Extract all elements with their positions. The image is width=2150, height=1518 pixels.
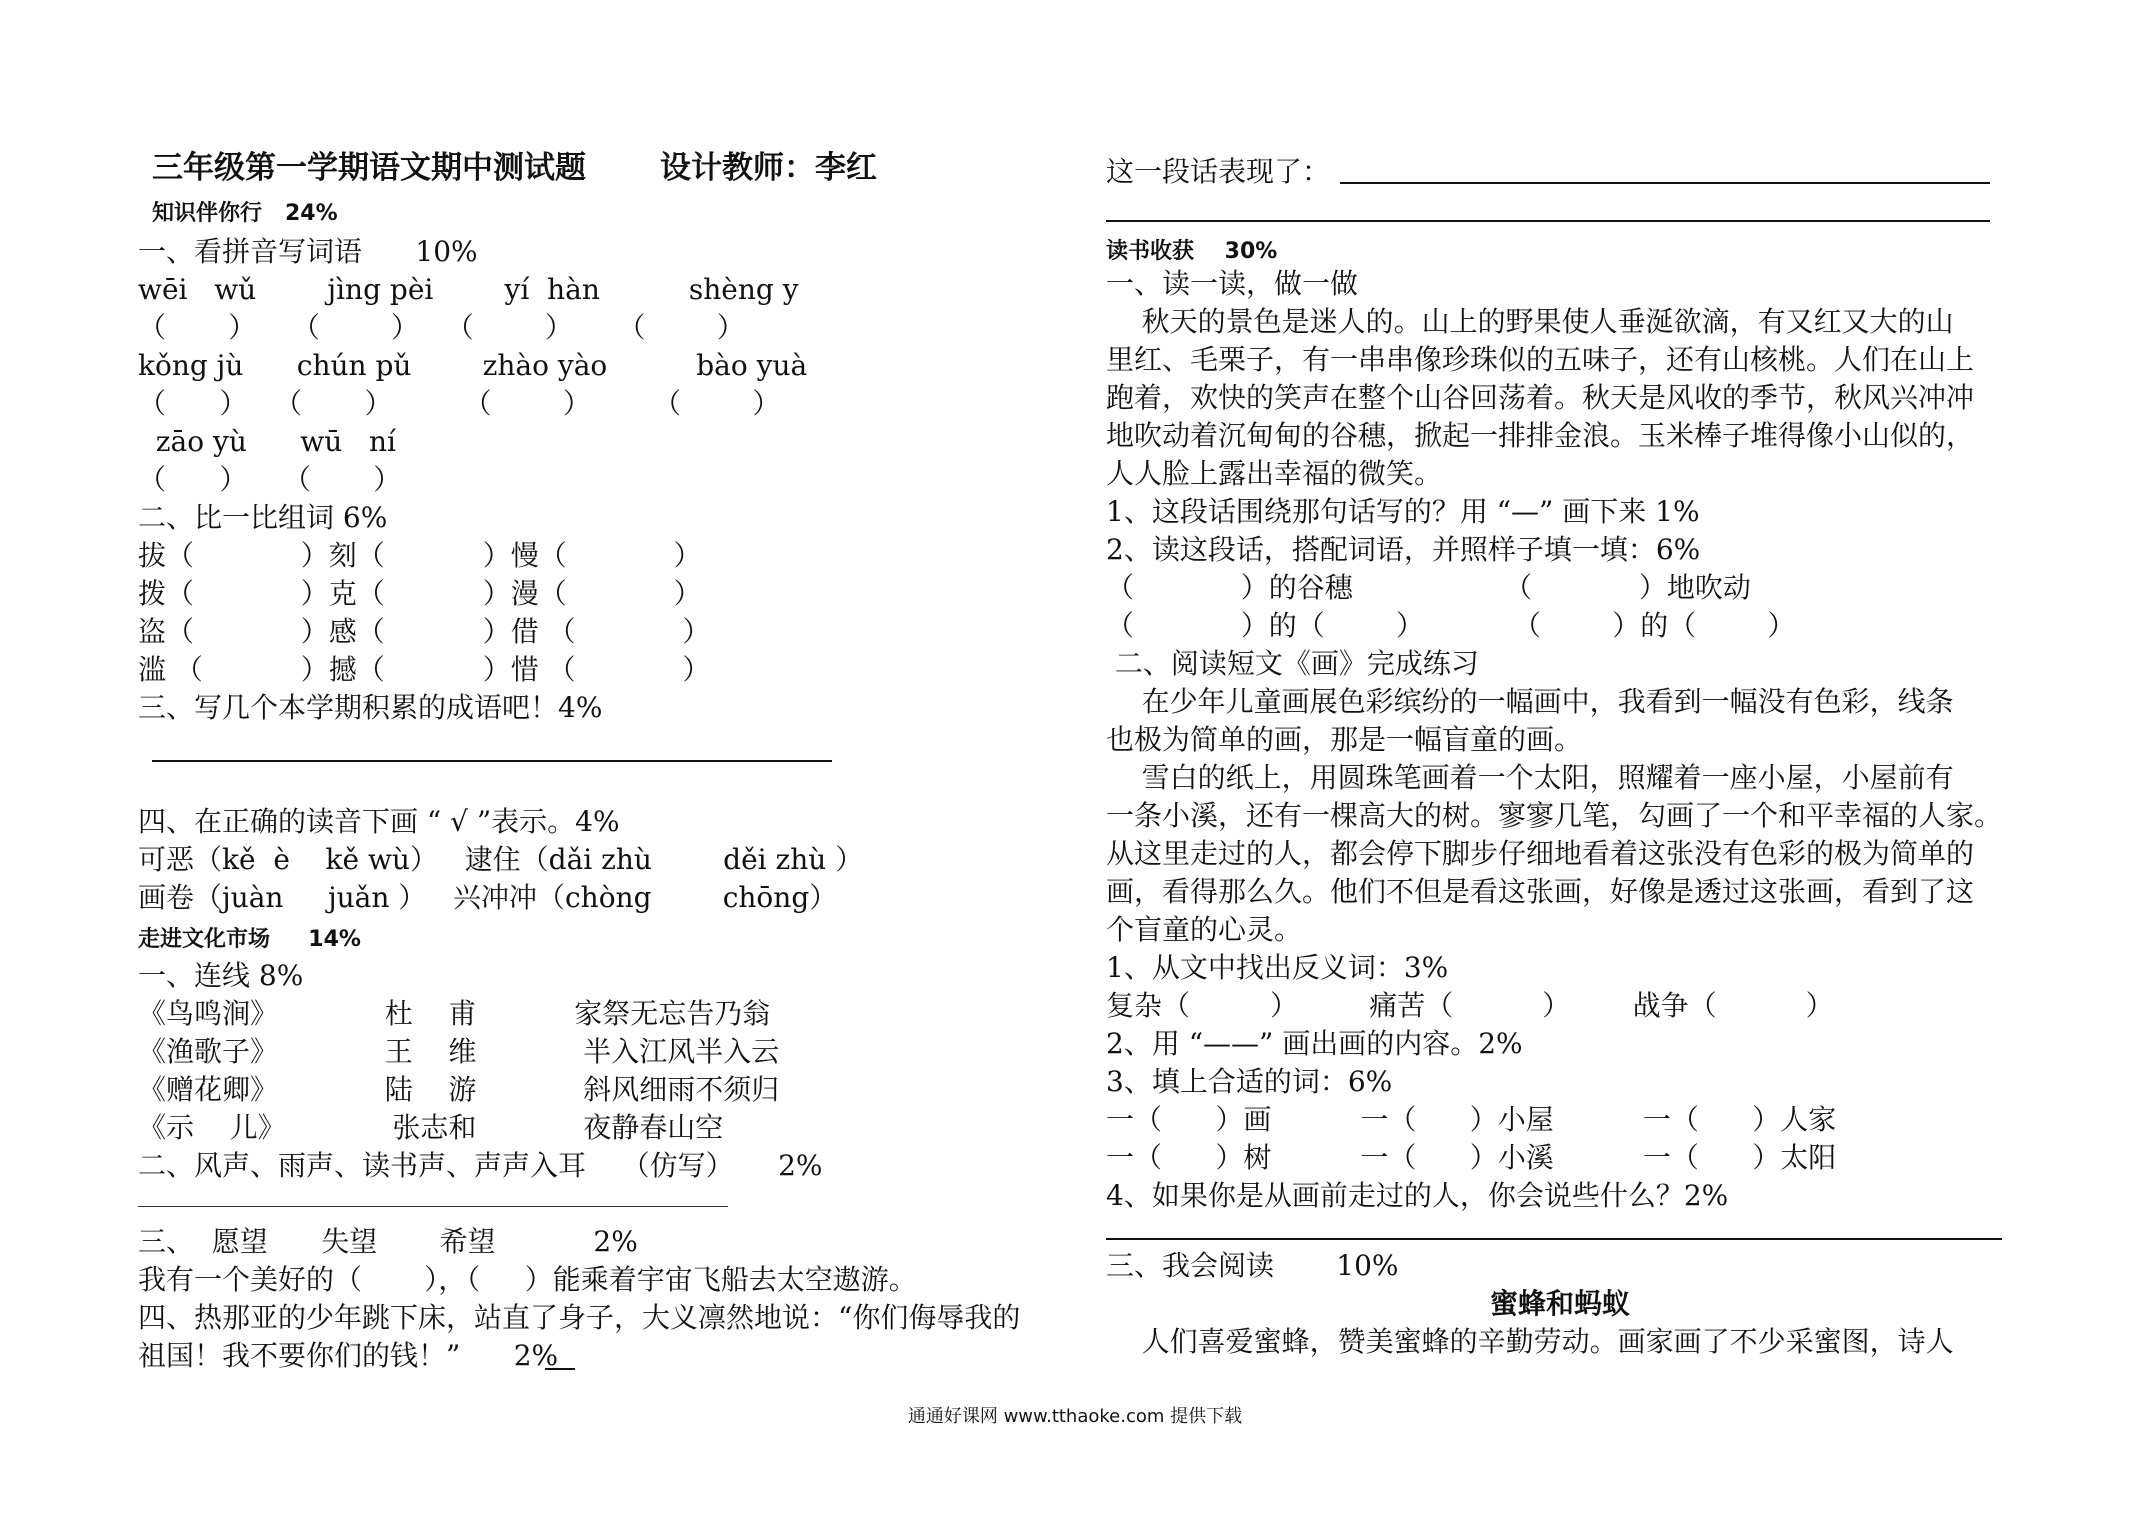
question-text: 4、如果你是从画前走过的人，你会说些什么？2% (1106, 1179, 1729, 1212)
question-text: 这一段话表现了： (1106, 155, 1331, 188)
question-heading: 二、比一比组词 6% (138, 501, 388, 534)
section-heading: 知识伴你行 24% (152, 201, 338, 226)
story-title: 蜜蜂和蚂蚁 (1490, 1287, 1631, 1320)
answer-line (545, 1368, 575, 1370)
section-heading: 读书收获 30% (1106, 239, 1278, 264)
reading-row: 可恶（kě è kě wù） 逮住（dǎi zhù děi zhù ） (138, 843, 864, 876)
match-row: 《鸟鸣涧》 杜 甫 家祭无忘告乃翁 (138, 997, 771, 1030)
answer-line (1106, 220, 1990, 222)
passage-line: 画，看得那么久。他们不但是看这张画，好像是透过这张画，看到了这 (1106, 875, 1975, 908)
section-heading: 走进文化市场 14% (138, 927, 361, 952)
question-text: 祖国！我不要你们的钱！” 2% (138, 1339, 559, 1372)
match-row: 《示 儿》 张志和 夜静春山空 (138, 1111, 724, 1144)
answer-brackets: 一（ ）树 一（ ）小溪 一（ ）太阳 (1106, 1141, 1837, 1174)
question-heading: 二、风声、雨声、读书声、声声入耳 （仿写） 2% (138, 1149, 823, 1182)
answer-line (1106, 1238, 2002, 1240)
passage-line: 雪白的纸上，用圆珠笔画着一个太阳，照耀着一座小屋，小屋前有 (1106, 761, 1954, 794)
pinyin-row: wēi wǔ jìng pèi yí hàn shèng y (138, 273, 799, 306)
match-row: 《赠花卿》 陆 游 斜风细雨不须归 (138, 1073, 780, 1106)
answer-line (138, 1206, 728, 1207)
question-text: 2、用 “——” 画出画的内容。2% (1106, 1027, 1523, 1060)
answer-line (152, 760, 832, 762)
question-heading: 一、读一读，做一做 (1106, 267, 1359, 300)
word-pair-row: 拨（ ）克（ ）漫（ ） (138, 577, 702, 610)
question-heading: 二、阅读短文《画》完成练习 (1106, 647, 1479, 680)
question-heading: 三、 愿望 失望 希望 2% (138, 1225, 638, 1258)
answer-line (1340, 182, 1990, 184)
passage-line: 一条小溪，还有一棵高大的树。寥寥几笔，勾画了一个和平幸福的人家。 (1106, 799, 2003, 832)
question-text: 2、读这段话，搭配词语，并照样子填一填：6% (1106, 533, 1701, 566)
word-pair-row: 滥 （ ）撼（ ）惜 （ ） (138, 653, 711, 686)
question-heading: 三、写几个本学期积累的成语吧！4% (138, 691, 603, 724)
answer-brackets: 复杂（ ） 痛苦（ ） 战争（ ） (1106, 989, 1834, 1022)
passage-line: 秋天的景色是迷人的。山上的野果使人垂涎欲滴，有又红又大的山 (1106, 305, 1954, 338)
pinyin-row: kǒng jù chún pǔ zhào yào bào yuà (138, 349, 808, 382)
question-heading: 一、连线 8% (138, 959, 304, 992)
passage-line: 个盲童的心灵。 (1106, 913, 1303, 946)
answer-brackets: （ ）的（ ） （ ）的（ ） (1106, 609, 1796, 642)
reading-row: 画卷（juàn juǎn ） 兴冲冲（chòng chōng） (138, 881, 838, 914)
passage-line: 里红、毛栗子，有一串串像珍珠似的五味子，还有山核桃。人们在山上 (1106, 343, 1975, 376)
question-text: 3、填上合适的词：6% (1106, 1065, 1393, 1098)
match-row: 《渔歌子》 王 维 半入江风半入云 (138, 1035, 780, 1068)
question-heading: 一、看拼音写词语 10% (138, 235, 478, 268)
question-text: 四、热那亚的少年跳下床，站直了身子，大义凛然地说：“你们侮辱我的 (138, 1301, 1021, 1334)
passage-line: 地吹动着沉甸甸的谷穗，掀起一排排金浪。玉米棒子堆得像小山似的， (1106, 419, 1975, 452)
passage-line: 人人脸上露出幸福的微笑。 (1106, 457, 1443, 490)
answer-brackets: （ ） （ ） （ ） （ ） (138, 311, 745, 344)
passage-line: 在少年儿童画展色彩缤纷的一幅画中，我看到一幅没有色彩，线条 (1106, 685, 1954, 718)
passage-line: 从这里走过的人，都会停下脚步仔细地看着这张没有色彩的极为简单的 (1106, 837, 1975, 870)
answer-brackets: （ ） （ ） （ ） （ ） (138, 387, 781, 420)
answer-brackets: 一（ ）画 一（ ）小屋 一（ ）人家 (1106, 1103, 1837, 1136)
passage-line: 跑着，欢快的笑声在整个山谷回荡着。秋天是风收的季节，秋风兴冲冲 (1106, 381, 1975, 414)
footer-credit: 通通好课网 www.tthaoke.com 提供下载 (907, 1406, 1243, 1427)
designer-credit: 设计教师：李红 (660, 150, 877, 186)
answer-brackets: （ ） （ ） (138, 463, 402, 496)
word-pair-row: 拔（ ）刻（ ）慢（ ） (138, 539, 702, 572)
question-text: 1、这段话围绕那句话写的？用 “—” 画下来 1% (1106, 495, 1700, 528)
question-text: 1、从文中找出反义词：3% (1106, 951, 1449, 984)
question-text: 我有一个美好的（ ），（ ）能乘着宇宙飞船去太空遨游。 (138, 1263, 917, 1296)
question-heading: 三、我会阅读 10% (1106, 1249, 1399, 1282)
exam-title: 三年级第一学期语文期中测试题 (152, 150, 586, 186)
passage-line: 也极为简单的画，那是一幅盲童的画。 (1106, 723, 1583, 756)
pinyin-row: zāo yù wū ní (138, 425, 396, 458)
passage-line: 人们喜爱蜜蜂，赞美蜜蜂的辛勤劳动。画家画了不少采蜜图，诗人 (1106, 1325, 1954, 1358)
word-pair-row: 盗（ ）感（ ）借 （ ） (138, 615, 711, 648)
answer-brackets: （ ）的谷穗 （ ）地吹动 (1106, 571, 1751, 604)
question-heading: 四、在正确的读音下画 “ √ ”表示。4% (138, 805, 620, 838)
